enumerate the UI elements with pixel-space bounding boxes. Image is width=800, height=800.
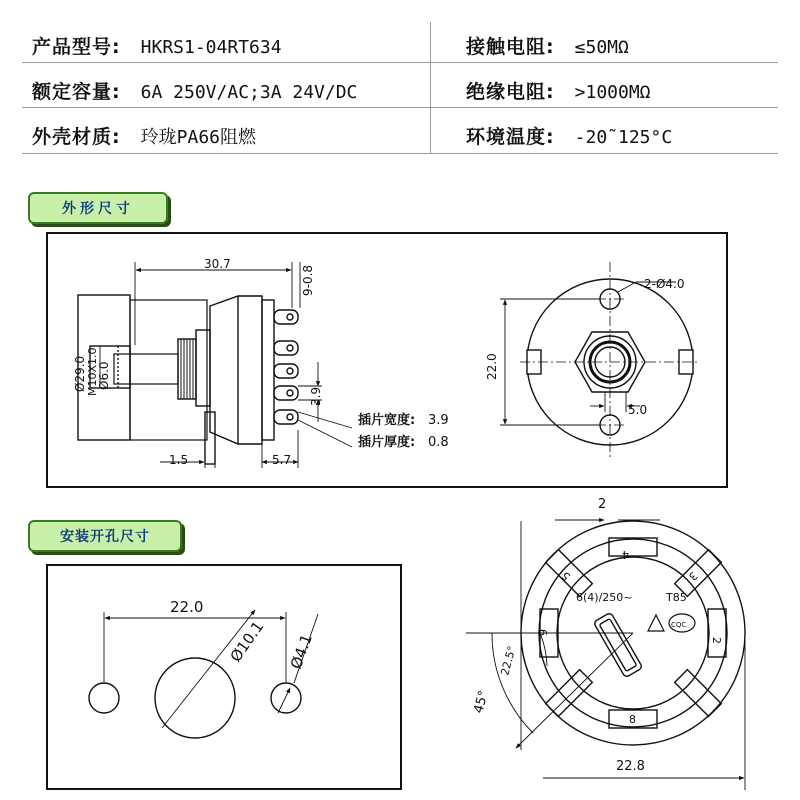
terminal-number: 4 bbox=[622, 548, 629, 561]
dim-nut: 1.5 bbox=[169, 453, 189, 467]
spec-value: 玲珑PA66阻燃 bbox=[140, 127, 257, 148]
note-value: 0.8 bbox=[428, 435, 449, 450]
dim-flange-diameter: Ø29.0 bbox=[73, 355, 87, 392]
spec-label: 额定容量: bbox=[32, 81, 121, 103]
dim-pin: 3.9 bbox=[309, 386, 323, 406]
dim-angle-large: 45° bbox=[471, 688, 492, 716]
dim-side-hole: Ø4.1 bbox=[286, 631, 316, 672]
cqc-text: CQC bbox=[671, 621, 687, 629]
dim-shaft-diameter: Ø6.0 bbox=[97, 361, 111, 390]
front-view bbox=[500, 262, 700, 460]
terminal-number: 2 bbox=[710, 637, 723, 644]
dim-holes: 2-Ø4.0 bbox=[644, 277, 685, 291]
side-view-labels bbox=[73, 257, 323, 467]
temp-rating: T85 bbox=[666, 591, 687, 604]
dim-flat: 5.0 bbox=[628, 403, 648, 417]
rating-label: 6(4)/250~ bbox=[576, 591, 633, 604]
dim-rear-width: 22.8 bbox=[616, 759, 645, 774]
body bbox=[210, 296, 262, 444]
terminal-number: 3 bbox=[685, 568, 701, 584]
dim-gap: 2 bbox=[598, 497, 607, 512]
mounting-labels bbox=[170, 598, 316, 671]
dim-angle-small: 22.5° bbox=[498, 644, 519, 677]
terminal-number: 8 bbox=[629, 713, 636, 726]
terminal-number: 9 bbox=[537, 629, 550, 636]
note-label: 插片宽度: bbox=[358, 413, 416, 428]
section-tag-dimensions: 外形尺寸 bbox=[28, 192, 168, 224]
note-label: 插片厚度: bbox=[358, 435, 416, 450]
spec-label: 绝缘电阻: bbox=[466, 81, 555, 103]
spec-value: 6A 250V/AC;3A 24V/DC bbox=[140, 82, 358, 103]
dim-thread: M10X1.0 bbox=[86, 347, 99, 396]
side-hole bbox=[89, 683, 119, 713]
dim-hole-spacing: 22.0 bbox=[170, 598, 204, 616]
terminal-pins bbox=[274, 310, 298, 424]
center-hole bbox=[155, 658, 235, 738]
side-hole bbox=[271, 683, 301, 713]
spec-label: 外壳材质: bbox=[32, 126, 121, 148]
note-value: 3.9 bbox=[428, 413, 449, 428]
terminal-2 bbox=[708, 609, 726, 657]
dim-pin-offset: 5.7 bbox=[272, 453, 292, 467]
front-view-labels bbox=[485, 277, 685, 417]
dim-pitch: 9-0.8 bbox=[301, 264, 315, 296]
spec-value: HKRS1-04RT634 bbox=[140, 37, 282, 58]
nut bbox=[196, 330, 210, 406]
spec-label: 产品型号: bbox=[32, 36, 121, 58]
dim-hole-spacing: 22.0 bbox=[485, 353, 499, 380]
dim-center-hole: Ø10.1 bbox=[226, 617, 268, 666]
spec-value: >1000MΩ bbox=[574, 82, 651, 103]
pin-notes bbox=[358, 412, 449, 450]
terminal-number: 5 bbox=[558, 568, 574, 584]
spec-value: ≤50MΩ bbox=[574, 37, 629, 58]
dim-length: 30.7 bbox=[204, 257, 231, 271]
spec-label: 环境温度: bbox=[466, 126, 555, 148]
mounting-cutout bbox=[89, 610, 318, 738]
spec-label: 接触电阻: bbox=[466, 36, 555, 58]
section-tag-mounting: 安装开孔尺寸 bbox=[28, 520, 182, 552]
spec-value: -20˜125°C bbox=[574, 127, 673, 148]
